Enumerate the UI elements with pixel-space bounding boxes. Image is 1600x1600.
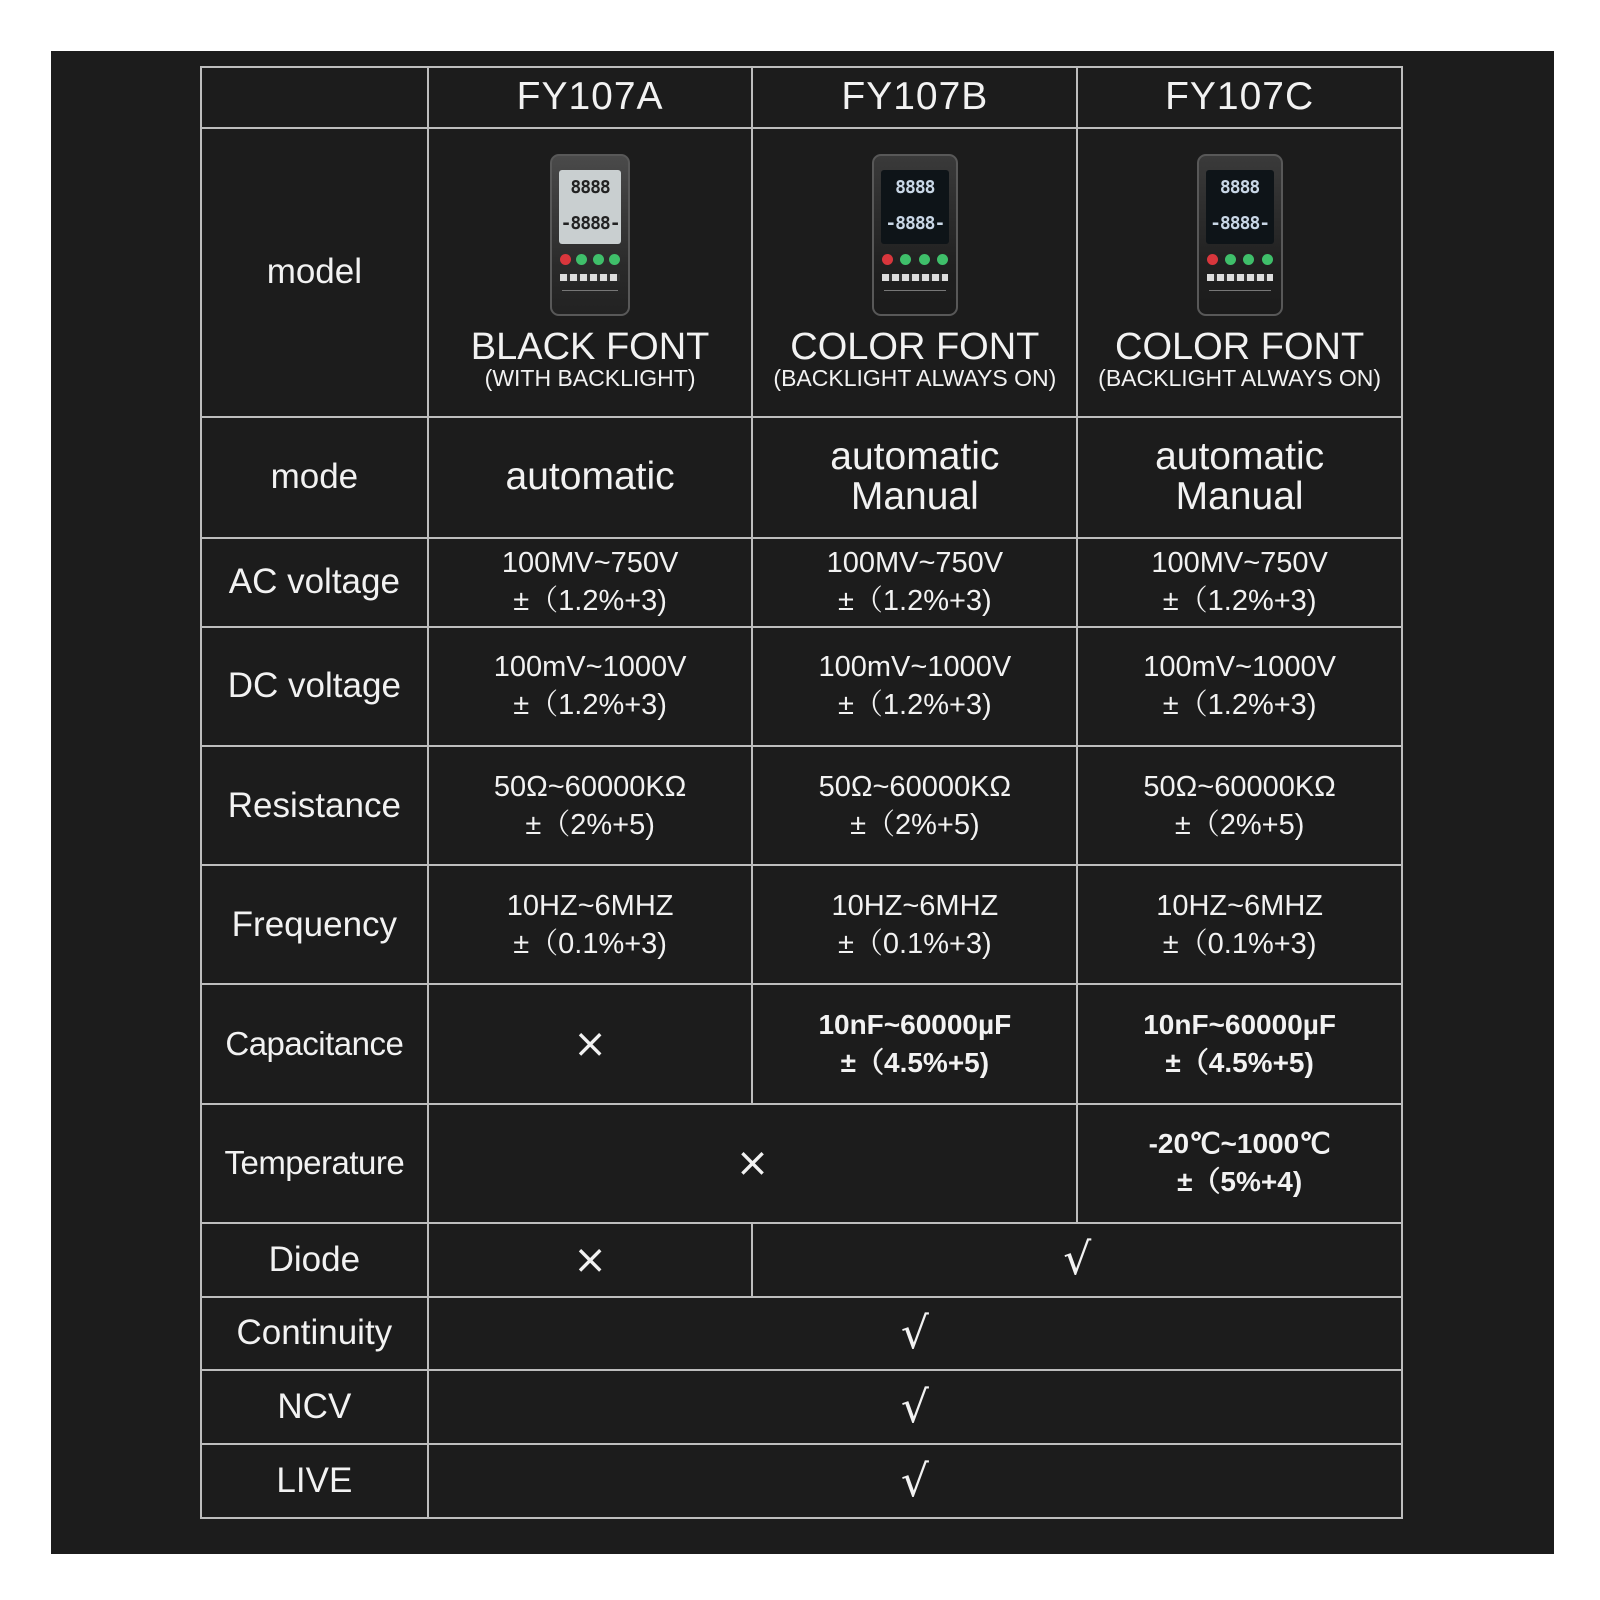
range-value: 50Ω~60000KΩ: [493, 770, 687, 803]
row-frequency: [201, 865, 1402, 984]
model-title-c: COLOR FONT: [1115, 326, 1365, 369]
row-label-continuity: Continuity: [201, 1297, 428, 1371]
range-value: 100mV~1000V: [493, 651, 687, 684]
row-dc-voltage: [201, 627, 1402, 746]
accuracy-value: ±（4.5%+5): [840, 1047, 990, 1079]
row-live: [201, 1444, 1402, 1518]
col-header-fy107b: FY107B: [752, 67, 1077, 128]
multimeter-color-image: [872, 154, 958, 316]
accuracy-value: ±（2%+5): [525, 808, 655, 841]
dc-voltage-a: [428, 627, 753, 746]
frequency-a: [428, 865, 753, 984]
model-title-a: BLACK FONT: [470, 326, 710, 369]
accuracy-value: ±（1.2%+3): [513, 585, 667, 618]
accuracy-value: ±（4.5%+5): [1165, 1047, 1314, 1079]
row-ac-voltage: [201, 538, 1402, 627]
corner-cell: [201, 67, 428, 128]
meter-ports: [884, 290, 946, 303]
frequency-c: [1077, 865, 1402, 984]
row-label-frequency: Frequency: [201, 865, 428, 984]
range-value: -20℃~1000℃: [1148, 1128, 1331, 1160]
row-label-mode: mode: [201, 417, 428, 538]
row-capacitance: [201, 984, 1402, 1103]
mode-c: [1077, 417, 1402, 538]
dc-voltage-c: [1077, 627, 1402, 746]
mode-b-line2: Manual: [850, 475, 979, 519]
frequency-b: [752, 865, 1077, 984]
mode-b: [752, 417, 1077, 538]
accuracy-value: ±（1.2%+3): [513, 689, 667, 722]
row-label-resistance: Resistance: [201, 746, 428, 865]
meter-ports: [562, 290, 618, 303]
col-header-fy107a: FY107A: [428, 67, 753, 128]
mode-c-line1: automatic: [1155, 435, 1325, 479]
temperature-ab-cross-icon: ×: [428, 1104, 1078, 1223]
row-label-live: LIVE: [201, 1444, 428, 1518]
row-model: [201, 128, 1402, 417]
range-value: 10HZ~6MHZ: [506, 889, 674, 922]
row-diode: [201, 1223, 1402, 1297]
screen-top-digits: 8888: [895, 177, 935, 199]
spec-table: [200, 66, 1403, 1519]
range-value: 50Ω~60000KΩ: [818, 770, 1012, 803]
header-row: [201, 67, 1402, 128]
range-value: 10HZ~6MHZ: [831, 889, 999, 922]
mode-c-line2: Manual: [1175, 475, 1304, 519]
temperature-c: [1077, 1104, 1402, 1223]
ncv-check-icon: √: [428, 1370, 1402, 1444]
accuracy-value: ±（1.2%+3): [837, 585, 992, 618]
screen-bottom-digits: -8888-: [560, 213, 620, 235]
accuracy-value: ±（1.2%+3): [1162, 585, 1317, 618]
row-label-ncv: NCV: [201, 1370, 428, 1444]
meter-ports: [1209, 290, 1271, 303]
meter-keys: [560, 274, 620, 281]
resistance-c: [1077, 746, 1402, 865]
accuracy-value: ±（2%+5): [1174, 808, 1305, 841]
multimeter-color-image: [1197, 154, 1283, 316]
capacitance-a-cross-icon: ×: [428, 984, 753, 1103]
diode-a-cross-icon: ×: [428, 1223, 753, 1297]
model-title-b: COLOR FONT: [790, 326, 1040, 369]
meter-buttons: [882, 254, 948, 265]
continuity-check-icon: √: [428, 1297, 1402, 1371]
screen-top-digits: 8888: [570, 177, 610, 199]
accuracy-value: ±（0.1%+3): [837, 927, 992, 960]
multimeter-black-image: [550, 154, 630, 316]
range-value: 100MV~750V: [826, 547, 1004, 580]
capacitance-c: [1077, 984, 1402, 1103]
accuracy-value: ±（1.2%+3): [1162, 689, 1317, 722]
screen-bottom-digits: -8888-: [1210, 213, 1270, 235]
row-mode: [201, 417, 1402, 538]
col-header-fy107c: FY107C: [1077, 67, 1402, 128]
accuracy-value: ±（0.1%+3): [1162, 927, 1317, 960]
row-resistance: [201, 746, 1402, 865]
screen-bottom-digits: -8888-: [885, 213, 945, 235]
model-cell-c: [1077, 128, 1402, 417]
row-label-diode: Diode: [201, 1223, 428, 1297]
range-value: 10HZ~6MHZ: [1156, 889, 1323, 922]
row-label-ac-voltage: AC voltage: [201, 538, 428, 627]
diode-bc-check-icon: √: [752, 1223, 1402, 1297]
model-cell-b: [752, 128, 1077, 417]
meter-keys: [1207, 274, 1273, 281]
meter-buttons: [1207, 254, 1273, 265]
row-label-dc-voltage: DC voltage: [201, 627, 428, 746]
ac-voltage-a: [428, 538, 753, 627]
row-label-capacitance: Capacitance: [201, 984, 428, 1103]
meter-screen: [881, 170, 949, 244]
row-continuity: [201, 1297, 1402, 1371]
ac-voltage-b: [752, 538, 1077, 627]
range-value: 100MV~750V: [501, 547, 679, 580]
mode-b-line1: automatic: [830, 435, 1000, 479]
dc-voltage-b: [752, 627, 1077, 746]
screen-top-digits: 8888: [1219, 177, 1260, 199]
model-subtitle-b: (BACKLIGHT ALWAYS ON): [773, 365, 1057, 392]
meter-keys: [882, 274, 948, 281]
accuracy-value: ±（5%+4): [1177, 1166, 1303, 1198]
range-value: 100MV~750V: [1151, 547, 1328, 580]
range-value: 100mV~1000V: [818, 651, 1012, 684]
accuracy-value: ±（2%+5): [850, 808, 980, 841]
mode-a: automatic: [428, 417, 753, 538]
model-subtitle-c: (BACKLIGHT ALWAYS ON): [1098, 365, 1382, 392]
row-ncv: [201, 1370, 1402, 1444]
meter-screen: [559, 170, 621, 244]
range-value: 100mV~1000V: [1143, 651, 1336, 684]
range-value: 10nF~60000µF: [1143, 1009, 1337, 1041]
row-label-temperature: Temperature: [201, 1104, 428, 1223]
meter-screen: [1206, 170, 1274, 244]
model-subtitle-a: (WITH BACKLIGHT): [484, 365, 696, 392]
capacitance-b: [752, 984, 1077, 1103]
live-check-icon: √: [428, 1444, 1402, 1518]
model-cell-a: [428, 128, 753, 417]
range-value: 10nF~60000µF: [818, 1009, 1012, 1041]
resistance-a: [428, 746, 753, 865]
meter-buttons: [560, 254, 620, 265]
ac-voltage-c: [1077, 538, 1402, 627]
row-temperature: [201, 1104, 1402, 1223]
accuracy-value: ±（1.2%+3): [837, 689, 992, 722]
range-value: 50Ω~60000KΩ: [1143, 770, 1336, 803]
accuracy-value: ±（0.1%+3): [513, 927, 667, 960]
resistance-b: [752, 746, 1077, 865]
row-label-model: model: [201, 128, 428, 417]
